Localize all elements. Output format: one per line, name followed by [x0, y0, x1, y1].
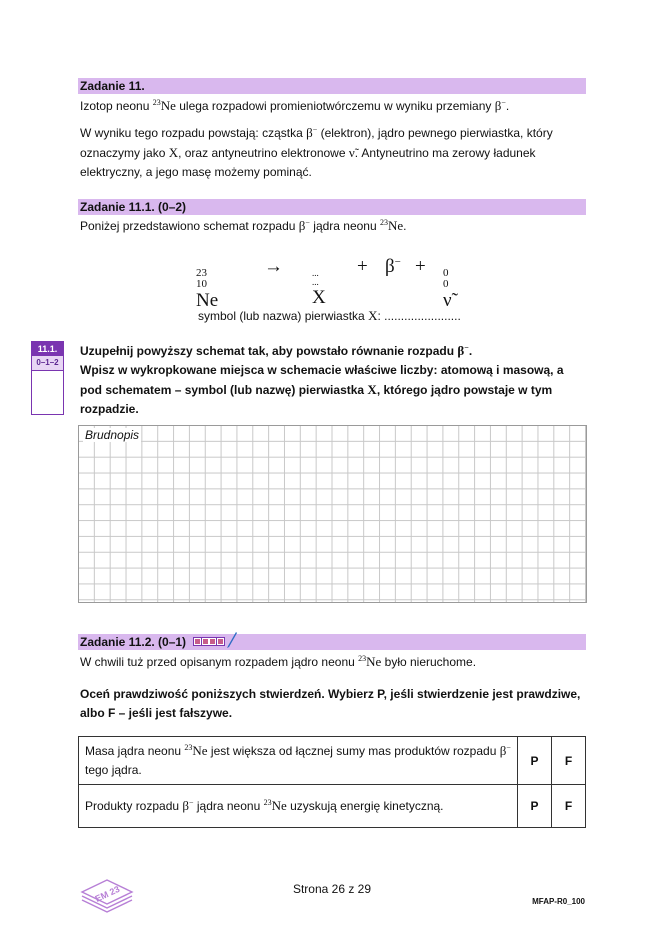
- true-option[interactable]: P: [518, 785, 552, 828]
- score-box-points: 0–1–2: [32, 356, 63, 371]
- arrow: →: [264, 256, 283, 277]
- answer-line[interactable]: symbol (lub nazwa) pierwiastka X: .......................: [198, 308, 461, 323]
- digital-task-icon: [193, 637, 238, 649]
- task11-description: W wyniku tego rozpadu powstają: cząstka β− (elektron), jądro pewnego pierwiastka, który oznaczymy jako X, oraz antyneutrino elektronowe ν̃. Antyneutrino ma zerowy ładunek elektryczny, a jego masę możemy pominąć.: [80, 125, 553, 179]
- mass-number-blank[interactable]: ...: [312, 268, 319, 278]
- true-false-table: [78, 736, 586, 828]
- task11-2-header: Zadanie 11.2. (0–1): [78, 634, 586, 650]
- task11-intro: Izotop neonu $^{23}$Ne ulega rozpadowi promieniotwórczemu w wyniku przemiany β−.: [80, 98, 510, 113]
- task11-2-intro: W chwili tuż przed opisanym rozpadem jądro neonu $^{23}$Ne było nieruchome.: [80, 654, 477, 669]
- task11-header: Zadanie 11.: [78, 78, 586, 94]
- score-box: [31, 341, 64, 415]
- exam-code: MFAP-R0_100: [532, 897, 585, 906]
- plus-sign: +: [415, 256, 426, 277]
- atomic-number-blank[interactable]: ...: [312, 277, 319, 287]
- beta-particle: β−: [385, 256, 401, 277]
- neon-nucleus: 23 10 Ne: [196, 267, 219, 311]
- false-option[interactable]: F: [552, 785, 586, 828]
- table-row: [79, 737, 586, 785]
- true-option[interactable]: P: [518, 737, 552, 785]
- task11-2-instruction: Oceń prawdziwość poniższych stwierdzeń. Wybierz P, jeśli stwierdzenie jest prawdziwe, albo F – jeśli jest fałszywe.: [80, 687, 581, 720]
- element-x: ... ... X: [312, 268, 326, 308]
- score-box-label: 11.1.: [32, 342, 63, 356]
- antineutrino: 0 0 ν̃: [443, 267, 452, 311]
- pen-icon: [226, 631, 238, 649]
- task11-1-header: Zadanie 11.1. (0–2): [78, 199, 586, 215]
- draft-label: Brudnopis: [85, 428, 140, 442]
- task11-1-instruction: Uzupełnij powyższy schemat tak, aby powstało równanie rozpadu β−. Wpisz w wykropkowane miejsca w schemacie właściwe liczby: atomową i masową, a pod schematem – symbol (lub nazwę) pierwiastka X, którego jądro powstaje w tym rozpadzie.: [80, 343, 564, 416]
- statement-2: Produkty rozpadu β− jądra neonu $^{23}$Ne uzyskują energię kinetyczną.: [79, 785, 518, 828]
- table-row: [79, 785, 586, 828]
- draft-grid[interactable]: [78, 425, 587, 603]
- task11-1-intro: Poniżej przedstawiono schemat rozpadu β− jądra neonu $^{23}$Ne.: [80, 218, 407, 233]
- svg-text:EM 23: EM 23: [93, 883, 122, 904]
- false-option[interactable]: F: [552, 737, 586, 785]
- plus-sign: +: [357, 256, 368, 277]
- page-number: Strona 26 z 29: [292, 882, 372, 896]
- statement-1: Masa jądra neonu $^{23}$Ne jest większa od łącznej sumy mas produktów rozpadu β− tego jądra.: [79, 737, 518, 785]
